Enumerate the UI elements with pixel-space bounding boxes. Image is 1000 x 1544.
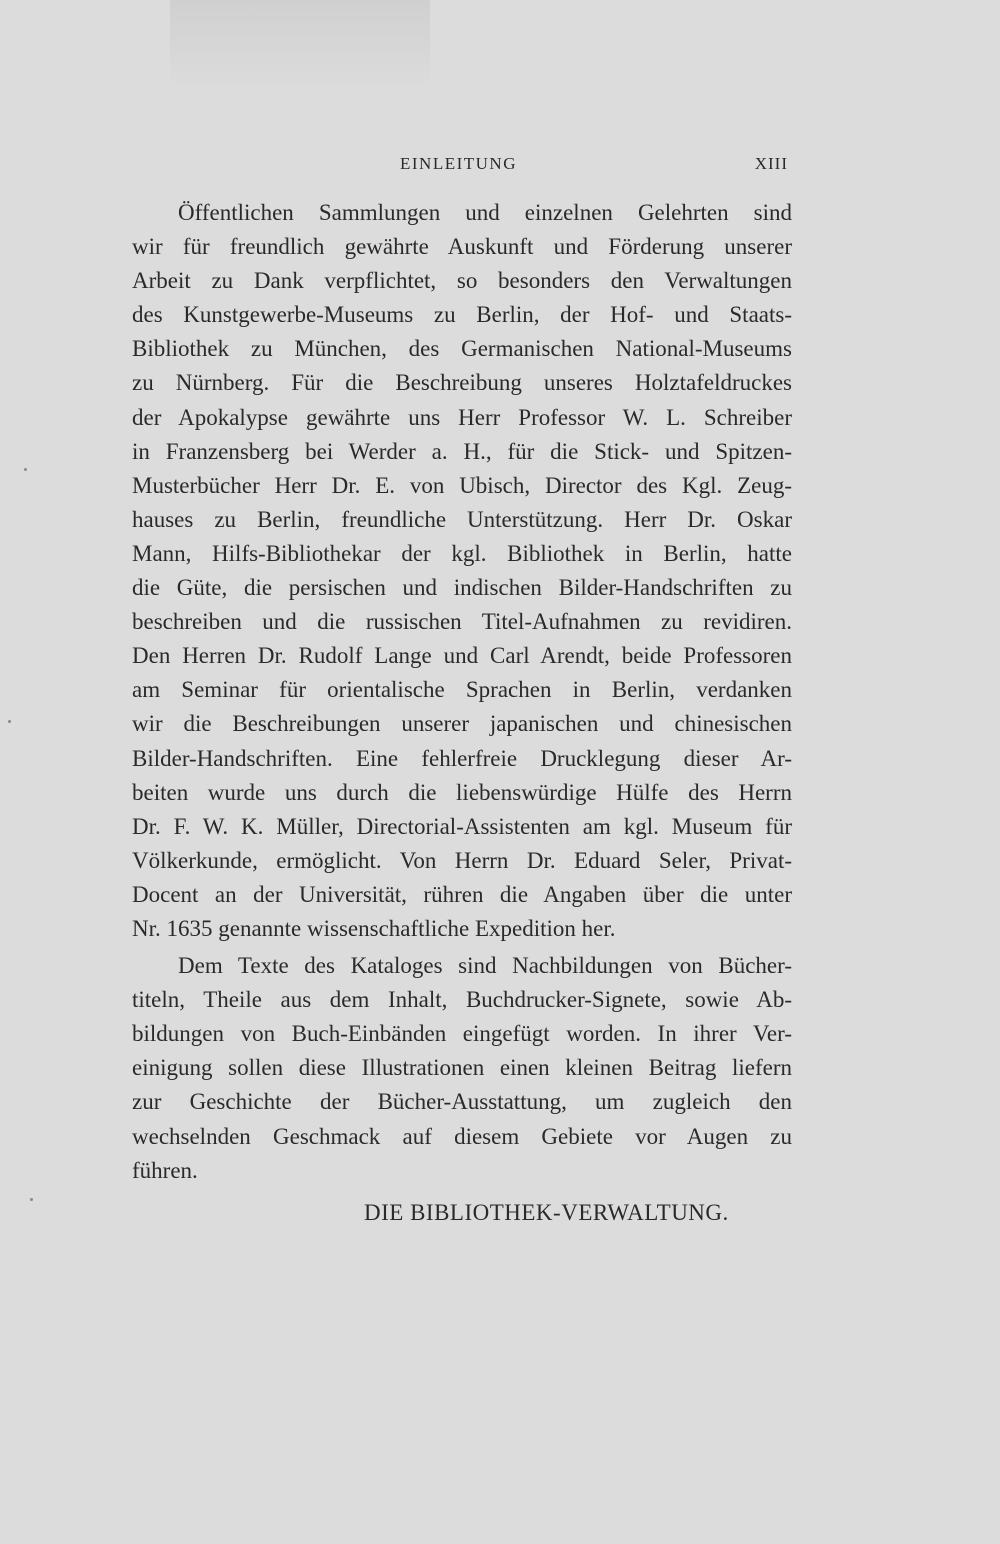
- text-line: des Kunstgewerbe-Museums zu Berlin, der Hof- und Staats-: [132, 302, 792, 328]
- text-line: Bibliothek zu München, des Germanischen National-Museums: [132, 336, 792, 362]
- paragraph-1: [132, 196, 792, 946]
- text-line: Arbeit zu Dank verpflichtet, so besonders den Verwaltungen: [132, 268, 792, 294]
- body-text: [132, 196, 792, 1188]
- text-line: zur Geschichte der Bücher-Ausstattung, um zugleich den: [132, 1089, 792, 1115]
- scan-speck: [24, 468, 27, 471]
- scan-speck: [8, 720, 11, 723]
- text-line: Nr. 1635 genannte wissenschaftliche Expedition her.: [132, 915, 616, 941]
- text-line: der Apokalypse gewährte uns Herr Professor W. L. Schreiber: [132, 404, 792, 430]
- running-header: [132, 154, 788, 180]
- text-line: zu Nürnberg. Für die Beschreibung unseres Holztafeldruckes: [132, 370, 792, 396]
- text-line: wir die Beschreibungen unserer japanischen und chinesischen: [132, 711, 792, 737]
- paragraph-2: [132, 949, 792, 1188]
- text-line: in Franzensberg bei Werder a. H., für die Stick- und Spitzen-: [132, 438, 792, 464]
- text-line: wir für freundlich gewährte Auskunft und Förderung unserer: [132, 234, 792, 260]
- text-line: die Güte, die persischen und indischen Bilder-Handschriften zu: [132, 575, 792, 601]
- running-title: EINLEITUNG: [400, 154, 517, 173]
- text-line: Bilder-Handschriften. Eine fehlerfreie Drucklegung dieser Ar-: [132, 745, 792, 771]
- signature-line: DIE BIBLIOTHEK-VERWALTUNG.: [364, 1200, 729, 1225]
- text-line: bildungen von Buch-Einbänden eingefügt worden. In ihrer Ver-: [132, 1021, 792, 1047]
- text-line: Völkerkunde, ermöglicht. Von Herrn Dr. Eduard Seler, Privat-: [132, 847, 792, 873]
- text-line: Dem Texte des Kataloges sind Nachbildungen von Bücher-: [178, 953, 792, 979]
- text-line: wechselnden Geschmack auf diesem Gebiete vor Augen zu: [132, 1123, 792, 1149]
- text-line: Docent an der Universität, rühren die Angaben über die unter: [132, 881, 792, 907]
- text-line: hauses zu Berlin, freundliche Unterstützung. Herr Dr. Oskar: [132, 506, 792, 532]
- text-line: Öffentlichen Sammlungen und einzelnen Gelehrten sind: [178, 200, 792, 225]
- text-line: Dr. F. W. K. Müller, Directorial-Assistenten am kgl. Museum für: [132, 813, 792, 839]
- text-line: führen.: [132, 1157, 198, 1183]
- page-number: XIII: [754, 154, 788, 173]
- text-line: einigung sollen diese Illustrationen einen kleinen Beitrag liefern: [132, 1055, 792, 1081]
- text-line: am Seminar für orientalische Sprachen in Berlin, verdanken: [132, 677, 792, 703]
- text-line: titeln, Theile aus dem Inhalt, Buchdrucker-Signete, sowie Ab-: [132, 987, 792, 1013]
- text-line: Musterbücher Herr Dr. E. von Ubisch, Director des Kgl. Zeug-: [132, 472, 792, 498]
- scan-shadow: [170, 0, 430, 90]
- text-line: Den Herren Dr. Rudolf Lange und Carl Arendt, beide Professoren: [132, 643, 792, 669]
- text-line: beschreiben und die russischen Titel-Aufnahmen zu revidiren.: [132, 609, 792, 635]
- text-line: Mann, Hilfs-Bibliothekar der kgl. Bibliothek in Berlin, hatte: [132, 540, 792, 566]
- text-line: beiten wurde uns durch die liebenswürdige Hülfe des Herrn: [132, 779, 792, 805]
- scan-speck: [30, 1198, 33, 1201]
